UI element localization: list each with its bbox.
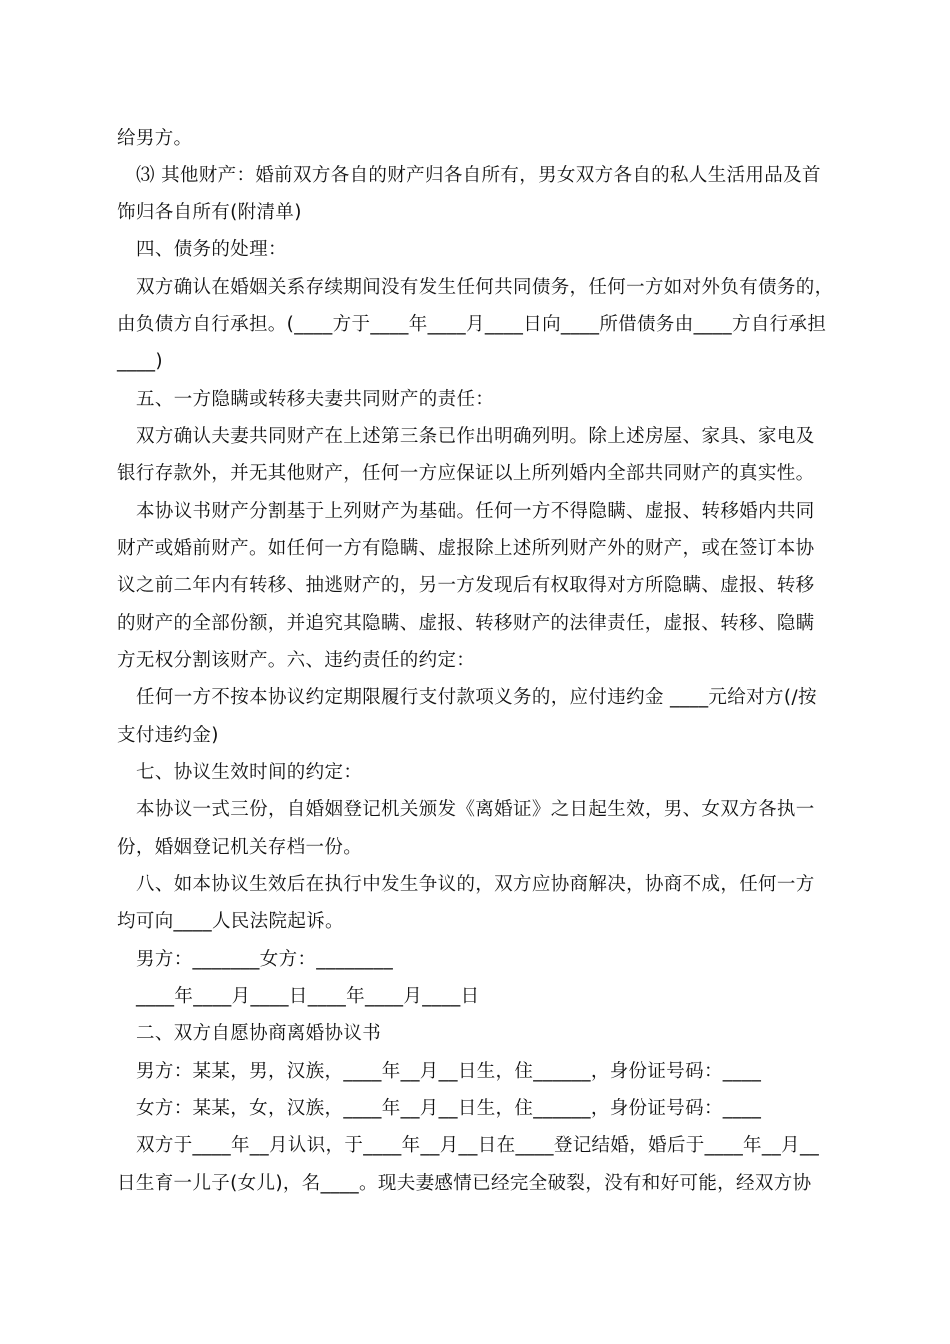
text-line: 日生育一儿子(女儿)，名____。现夫妻感情已经完全破裂，没有和好可能，经双方协 [117,1173,812,1194]
text-line: 的财产的全部份额，并追究其隐瞒、虚报、转移财产的法律责任，虚报、转移、隐瞒 [117,613,815,634]
text-line: ____) [117,351,163,372]
text-line: 双方确认夫妻共同财产在上述第三条已作出明确列明。除上述房屋、家具、家电及 [136,426,815,447]
text-line: 本协议一式三份，自婚姻登记机关颁发《离婚证》之日起生效，男、女双方各执一 [136,799,815,820]
text-line: 方无权分割该财产。六、违约责任的约定： [117,650,476,671]
text-line: 议之前二年内有转移、抽逃财产的，另一方发现后有权取得对方所隐瞒、虚报、转移 [117,575,815,596]
text-line: 本协议书财产分割基于上列财产为基础。任何一方不得隐瞒、虚报、转移婚内共同 [136,501,815,522]
section-heading: 八、如本协议生效后在执行中发生争议的，双方应协商解决，协商不成，任何一方 [136,874,815,895]
section-heading: 四、债务的处理： [136,239,287,260]
text-line: 双方于____年__月认识，于____年__月__日在____登记结婚，婚后于____年__月__ [136,1135,820,1156]
date-line: ____年____月____日____年____月____日 [136,986,480,1007]
section-heading: 二、双方自愿协商离婚协议书 [136,1023,382,1044]
signature-line: 男方：_______女方：________ [136,949,394,970]
text-line: ⑶ 其他财产：婚前双方各自的财产归各自所有，男女双方各自的私人生活用品及首 [136,165,821,186]
text-line: 双方确认在婚姻关系存续期间没有发生任何共同债务，任何一方如对外负有债务的， [136,277,834,298]
text-line: 给男方。 [117,128,193,149]
text-line: 支付违约金) [117,725,219,746]
text-line: 财产或婚前财产。如任何一方有隐瞒、虚报除上述所列财产外的财产，或在签订本协 [117,538,815,559]
text-line: 均可向____人民法院起诉。 [117,911,344,932]
section-heading: 七、协议生效时间的约定： [136,762,363,783]
text-line: 饰归各自所有(附清单) [117,202,302,223]
section-heading: 五、一方隐瞒或转移夫妻共同财产的责任： [136,389,495,410]
party-info-line: 男方：某某，男，汉族，____年__月__日生，住______，身份证号码：____ [136,1061,762,1082]
text-line: 银行存款外，并无其他财产，任何一方应保证以上所列婚内全部共同财产的真实性。 [117,463,815,484]
text-line: 由负债方自行承担。(____方于____年____月____日向____所借债务由____方自行承担 [117,314,827,335]
text-line: 任何一方不按本协议约定期限履行支付款项义务的，应付违约金 ____元给对方(/按 [136,687,817,708]
text-line: 份，婚姻登记机关存档一份。 [117,837,363,858]
party-info-line: 女方：某某，女，汉族，____年__月__日生，住______，身份证号码：____ [136,1098,762,1119]
